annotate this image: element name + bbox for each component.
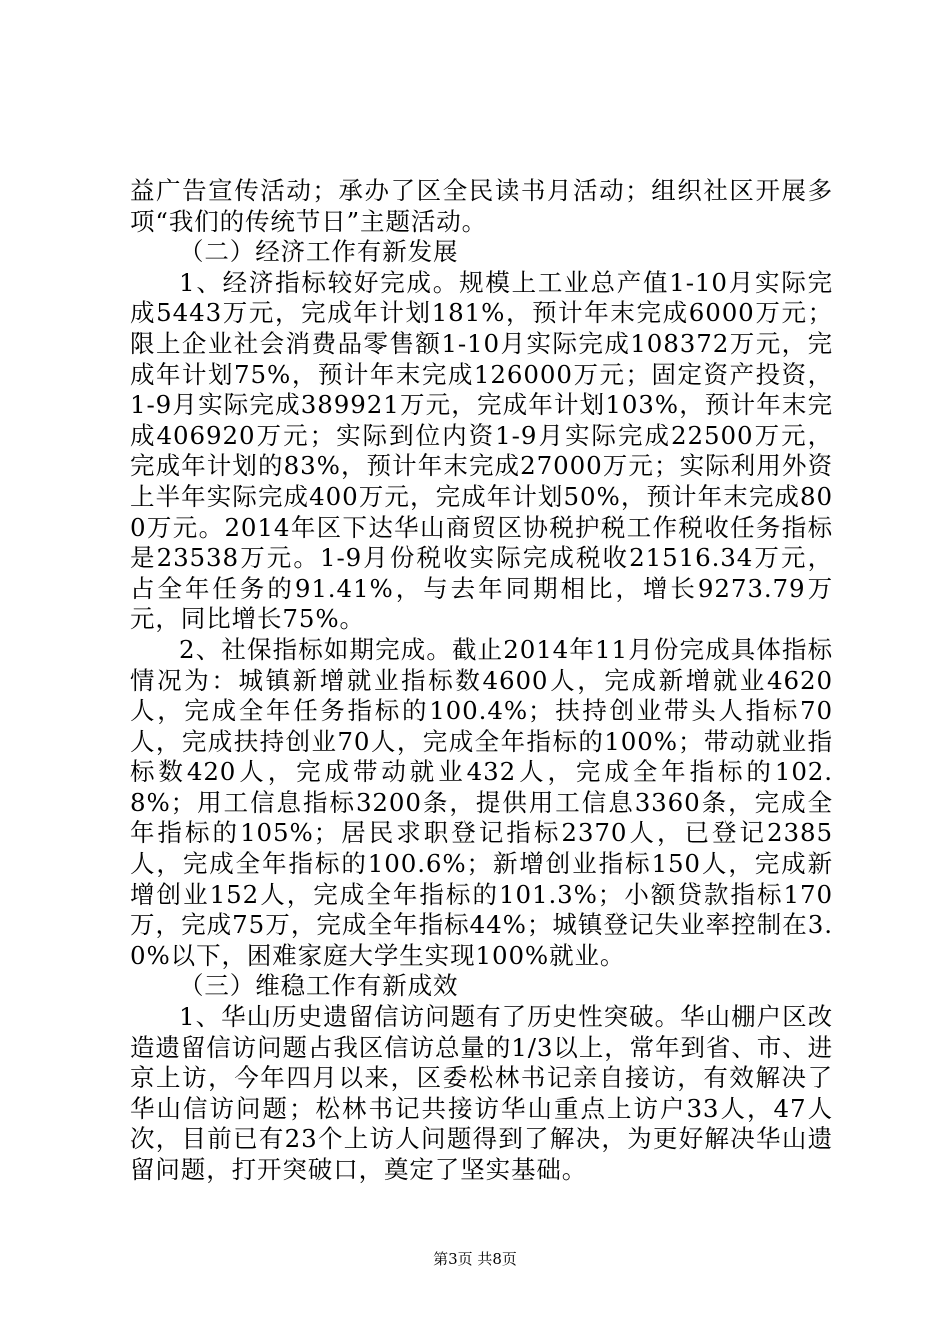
section-heading-stability: （三）维稳工作有新成效 bbox=[179, 971, 459, 1001]
paragraph-petition-breakthrough: 1、华山历史遗留信访问题有了历史性突破。华山棚户区改造遗留信访问题占我区信访总量的1/3以上，常年到省、市、进京上访，今年四月以来，区委松林书记亲自接访，有效解决了华山信访问题；松林书记共接访华山重点上访户33人，47人次，目前已有23个上访人问题得到了解决，为更好解决华山遗留问题，打开突破口，奠定了坚实基础。 bbox=[130, 1002, 833, 1184]
document-body bbox=[130, 176, 833, 1186]
paragraph-economic-indicators: 1、经济指标较好完成。规模上工业总产值1-10月实际完成5443万元，完成年计划181%，预计年末完成6000万元；限上企业社会消费品零售额1-10月实际完成108372万元，完成年计划75%，预计年末完成126000万元；固定资产投资，1-9月实际完成389921万元，完成年计划103%，预计年末完成406920万元；实际到位内资1-9月实际完成22500万元，完成年计划的83%，预计年末完成27000万元；实际利用外资上半年实际完成400万元，完成年计划50%，预计年末完成800万元。2014年区下达华山商贸区协税护税工作税收任务指标是23538万元。1-9月份税收实际完成税收21516.34万元，占全年任务的91.41%，与去年同期相比，增长9273.79万元，同比增长75%。 bbox=[130, 267, 833, 634]
paragraph-continuation: 益广告宣传活动；承办了区全民读书月活动；组织社区开展多项“我们的传统节日”主题活动。 bbox=[130, 176, 833, 236]
paragraph-social-security: 2、社保指标如期完成。截止2014年11月份完成具体指标情况为：城镇新增就业指标数4600人，完成新增就业4620人，完成全年任务指标的100.4%；扶持创业带头人指标70人，完成扶持创业70人，完成全年指标的100%；带动就业指标数420人，完成带动就业432人，完成全年指标的102.8%；用工信息指标3200条，提供用工信息3360条，完成全年指标的105%；居民求职登记指标2370人，已登记2385人，完成全年指标的100.6%；新增创业指标150人，完成新增创业152人，完成全年指标的101.3%；小额贷款指标170万，完成75万，完成全年指标44%；城镇登记失业率控制在3.0%以下，困难家庭大学生实现100%就业。 bbox=[130, 634, 833, 970]
section-heading-economy: （二）经济工作有新发展 bbox=[179, 237, 459, 267]
page-footer: 第3页 共8页 bbox=[433, 1250, 517, 1268]
